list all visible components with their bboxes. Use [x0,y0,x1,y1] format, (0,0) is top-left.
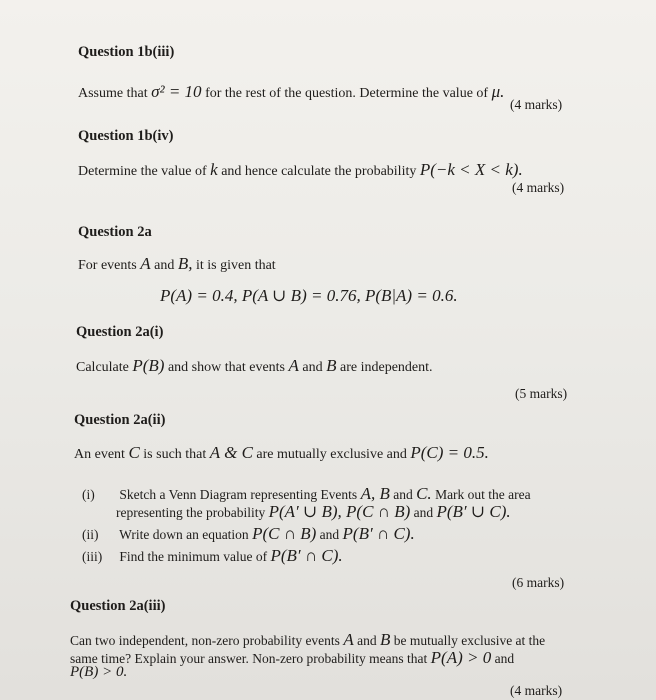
q2ai-text-a: Calculate [76,360,129,375]
q2aii-item-1-AB: A, B [360,484,390,503]
q2a-text-b: it is given that [195,258,276,273]
q1biv-k: k [210,160,218,179]
q2ai-marks: (5 marks) [515,386,568,401]
q2aiii-line3: P(B) > 0. [70,664,128,680]
q2ai-PB: P(B) [132,356,165,375]
q1biii-text-a: Assume that [78,86,148,101]
q2aiii-line2 [70,648,514,668]
q2a-A: A [140,254,151,273]
q1biv-text-a: Determine the value of [78,164,207,179]
q2aii-item-1-and: and [393,487,413,502]
q2aii-item-1-line1-b: Mark out the area [435,487,531,502]
q2aii-item-2-text: Write down an equation [119,527,249,542]
q2aiii-line2-a: same time? Explain your answer. Non-zero probability means that [70,651,428,666]
q2ai-text-b: and show that events [167,360,285,375]
q2aii-item-2 [82,524,415,544]
q2aii-text-c: are mutually exclusive and [256,447,407,462]
q2aiii-line1 [70,630,545,650]
q2aii-item-3-index: (iii) [82,549,103,564]
q1biv-heading: Question 1b(iv) [78,128,174,144]
q2aii-item-1-line2-and: and [413,505,434,520]
q2aiii-line1-a: Can two independent, non-zero probability events [70,633,340,648]
q2aiii-PA: P(A) > 0 [430,648,492,667]
q2a-text-a: For events [78,258,137,273]
q2aii-PC: P(C) = 0.5. [410,443,489,462]
q1biii-text-b: for the rest of the question. Determine the value of [205,86,489,101]
q2aii-item-3-text: Find the minimum value of [119,549,268,564]
q2aii-AC: A & C [209,443,253,462]
q2aii-item-1-C: C. [416,484,432,503]
q2aiii-line1-b: be mutually exclusive at the [393,633,546,648]
q2aiii-A: A [343,630,354,649]
q2aii-item-1-math: P(A′ ∪ B), P(C ∩ B) [268,502,411,521]
q1biii-sigma: σ² = 10 [151,82,202,101]
q2ai-B: B [326,356,337,375]
q2aii-item-1-math2: P(B′ ∪ C). [436,502,511,521]
q2ai-and: and [302,360,323,375]
q2aii-item-1-index: (i) [82,487,95,502]
q1biii-mu: μ. [491,82,505,101]
q2aii-text-b: is such that [143,447,207,462]
q2aii-item-1-line2 [116,502,511,522]
q2aii-C: C [128,443,140,462]
q1biv-marks: (4 marks) [512,180,565,195]
q2aiii-and: and [357,633,377,648]
q1biii-text [78,82,504,102]
q2a-and: and [154,258,175,273]
q2a-heading: Question 2a [78,224,152,240]
q2aii-item-2-and: and [319,527,340,542]
q2a-equation: P(A) = 0.4, P(A ∪ B) = 0.76, P(B|A) = 0.6. [160,286,458,305]
q2aii-text-a: An event [74,447,125,462]
q2ai-text-c: are independent. [340,360,433,375]
q2aiii-B: B [379,630,391,649]
q2a-B: B, [177,254,193,273]
q2aii-item-2-math2: P(B′ ∩ C). [342,524,415,543]
q1biv-prob: P(−k < X < k). [419,160,523,179]
q2aii-heading: Question 2a(ii) [74,412,166,428]
q2aii-item-3 [82,546,343,566]
q2aii-item-1-line1-a: Sketch a Venn Diagram representing Events [119,487,358,502]
q2ai-text [76,356,433,376]
q2aii-item-2-math1: P(C ∩ B) [252,524,317,543]
q1biv-text [78,160,523,180]
q2aii-item-2-index: (ii) [82,527,99,542]
q1biv-text-b: and hence calculate the probability [221,164,417,179]
q2aiii-marks: (4 marks) [510,683,563,698]
q2aii-marks: (6 marks) [512,575,565,590]
q2aii-item-1-line2-a: representing the probability [116,505,266,520]
q1biii-marks: (4 marks) [510,97,563,112]
q2aiii-line2-and: and [494,651,515,666]
q2aii-item-3-math1: P(B′ ∩ C). [270,546,343,565]
q2ai-heading: Question 2a(i) [76,324,164,340]
q2a-text [78,254,276,274]
q2ai-A: A [288,356,299,375]
q2aii-item-1 [82,484,531,504]
q1biii-heading: Question 1b(iii) [78,44,175,60]
q2aiii-heading: Question 2a(iii) [70,598,166,614]
q2aii-text [74,443,489,463]
